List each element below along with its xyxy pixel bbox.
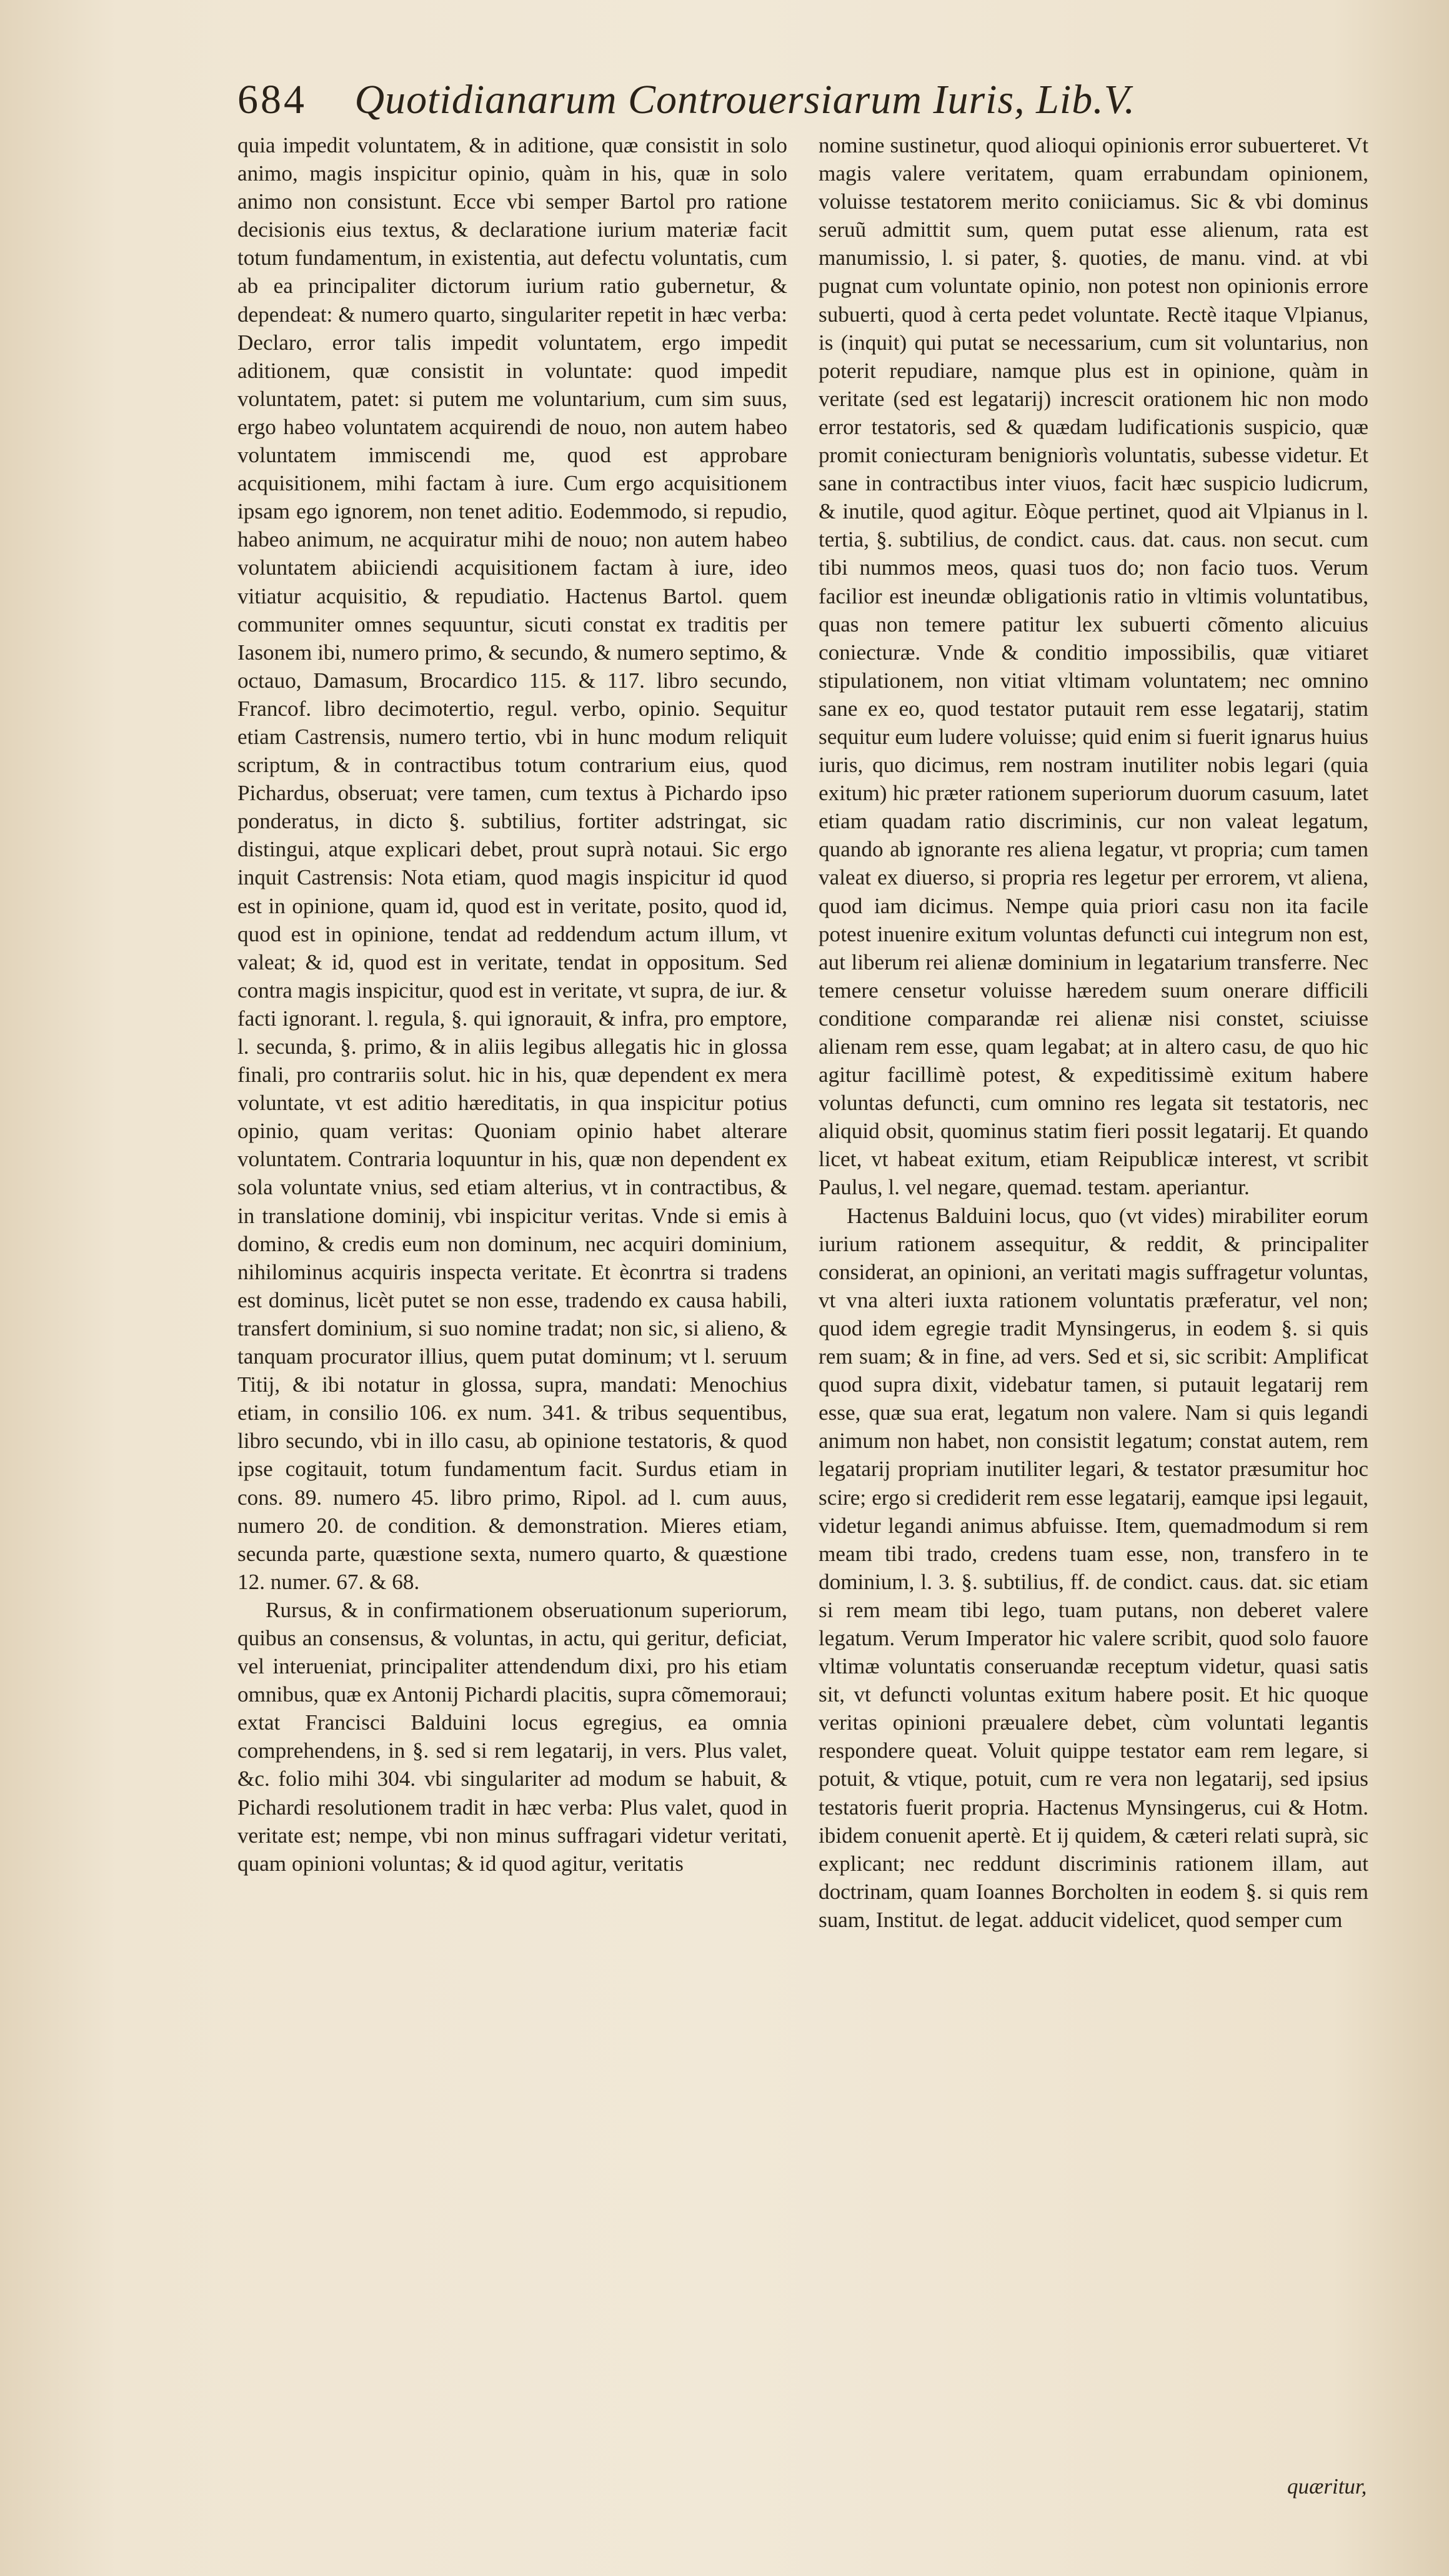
running-title: Quotidianarum Controuersiarum Iuris, Lib.V. xyxy=(354,77,1135,122)
left-paragraph-2: Rursus, & in confirmationem obseruationum superiorum, quibus an consensus, & voluntas, in actu, qui geritur, deficiat, vel interueniat, principaliter attendendum dixi, pro his etiam omnibus, quæ ex Antonij Pichardi placitis, supra cõmemoraui; extat Francisci Balduini locus egregius, ea omnia comprehendens, in §. sed si rem legatarij, in vers. Plus valet, &c. folio mihi 304. vbi singulariter ad modum se habuit, & Pichardi resolutionem tradit in hæc verba: Plus valet, quod in veritate est; nempe, vbi non minus suffragari videtur veritati, quam opinioni voluntas; & id quod agitur, veritatis xyxy=(237,1597,787,1876)
right-column xyxy=(819,131,1368,1934)
right-paragraph-1: nomine sustinetur, quod alioqui opinionis error subuerteret. Vt magis valere veritatem, quam errabundam opinionem, voluisse testatorem merito coniiciamus. Sic & vbi dominus seruũ admittit sum, quem putat esse alienum, rata est manumissio, l. si pater, §. quoties, de manu. vind. at vbi pugnat cum voluntate opinio, non potest non opinionis errore subuerti, quod à certa pedet voluntate. Rectè itaque Vlpianus, is (inquit) qui putat se necessarium, cum sit voluntarius, non poterit repudiare, namque plus est in opinione, quàm in veritate (sed est legatarij) increscit orationem hic non modo error testatoris, sed & quædam ludificationis suspicio, quæ promit coniecturam benigniorìs voluntatis, subesse videtur. Et sane in contractibus inter viuos, facit hæc suspicio ludicrum, & inutile, quod agitur. Eòque pertinet, quod ait Vlpianus in l. tertia, §. subtilius, de condict. caus. dat. caus. non secut. cum tibi nummos meos, quasi tuos do; non facio tuos. Verum facilior est ineundæ obligationis ratio in vltimis voluntatibus, quas non temere patitur lex subuerti cõmento alicuius coniecturæ. Vnde & conditio impossibilis, quæ vitiaret stipulationem, non vitiat vltimam voluntatem; nec omnino sane ex eo, quod testator putauit rem esse legatarij, statim sequitur eum ludere voluisse; quid enim si fuerit ignarus huius iuris, quo dicimus, rem nostram inutiliter nobis legari (quia exitum) hic præter rationem superiorum duorum casuum, latet etiam quadam ratio discriminis, cur non valeat legatum, quando ab ignorante res aliena legatur, vt propria; cum tamen valeat ex diuerso, si propria res legetur per errorem, vt aliena, quod iam dicimus. Nempe quia priori casu non ita facile potest inuenire exitum voluntas defuncti cui integrum non est, aut liberum rei alienæ dominium in legatarium transferre. Nec temere censetur voluisse hæredem suum onerare difficili conditione comparandæ rei alienæ nisi constet, sciuisse alienam rem esse, quam legabat; at in altero casu, de quo hic agitur facillimè potest, & expeditissimè exitum habere voluntas defuncti, cum omnino res legata sit testatoris, nec aliquid obsit, quominus statim fieri possit legatarij. Et quando licet, vt habeat exitum, etiam Reipublicæ interest, vt scribit Paulus, l. vel negare, quemad. testam. aperiantur. xyxy=(819,133,1368,1200)
left-column xyxy=(237,131,787,1878)
left-paragraph-1: quia impedit voluntatem, & in aditione, quæ consistit in solo animo, magis inspicitur opinio, quàm in his, quæ in solo animo non consistunt. Ecce vbi semper Bartol pro ratione decisionis eius textus, & declaratione iurium materiæ facit totum fundamentum, in existentia, aut defectu voluntatis, cum ab ea principaliter dictorum iurium ratio gubernetur, & dependeat: & numero quarto, singulariter repetit in hæc verba: Declaro, error talis impedit voluntatem, ergo impedit aditionem, quæ consistit in voluntate: quod impedit voluntatem, patet: si putem me voluntarium, cum sim suus, ergo habeo voluntatem acquirendi de nouo, non autem habeo voluntatem immiscendi me, quod est approbare acquisitionem, mihi factam à iure. Cum ergo acquisitionem ipsam ego ignorem, non tenet aditio. Eodemmodo, si repudio, habeo animum, ne acquiratur mihi de nouo; non autem habeo voluntatem abiiciendi acquisitionem factam à iure, ideo vitiatur acquisitio, & repudiatio. Hactenus Bartol. quem communiter omnes sequuntur, sicuti constat ex traditis per Iasonem ibi, numero primo, & secundo, & numero septimo, & octauo, Damasum, Brocardico 115. & 117. libro secundo, Francof. libro decimotertio, regul. verbo, opinio. Sequitur etiam Castrensis, numero tertio, vbi in hunc modum reliquit scriptum, & in contractibus totum contrarium eius, quod Pichardus, obseruat; vere tamen, cum textus à Pichardo ipso ponderatus, in dicto §. subtilius, fortiter adstringat, sic distingui, atque explicari debet, prout suprà notaui. Sic ergo inquit Castrensis: Nota etiam, quod magis inspicitur id quod est in opinione, quam id, quod est in veritate, posito, quod id, quod est in opinione, tendat ad reddendum actum illum, vt valeat; & id, quod est in veritate, tendat in oppositum. Sed contra magis inspicitur, quod est in veritate, vt supra, de iur. & facti ignorant. l. regula, §. qui ignorauit, & infra, pro emptore, l. secunda, §. primo, & in aliis legibus allegatis hic in glossa finali, pro contrariis solut. hic in his, quæ dependent ex mera voluntate, vt est aditio hæreditatis, in qua inspicitur potius opinio, quam veritas: Quoniam opinio habet alterare voluntatem. Contraria loquuntur in his, quæ non dependent ex sola voluntate vnius, sed etiam alterius, vt in contractibus, & in translatione dominij, vbi inspicitur veritas. Vnde si emis à domino, & credis eum non dominum, nec acquiri dominium, nihilominus acquiris inspecta veritate. Et èconrtra si tradens est dominus, licèt putet se non esse, tradendo ex causa habili, transfert dominium, si suo nomine tradat; non sic, si alieno, & tanquam procurator illius, quem putat dominum; vt l. seruum Titij, & ibi notatur in glossa, supra, mandati: Menochius etiam, in consilio 106. ex num. 341. & tribus sequentibus, libro secundo, vbi in illo casu, ab opinione testatoris, & quod ipse cogitauit, totum fundamentum facit. Surdus etiam in cons. 89. numero 45. libro primo, Ripol. ad l. cum auus, numero 20. de condition. & demonstration. Mieres etiam, secunda parte, quæstione sexta, numero quarto, & quæstione 12. numer. 67. & 68. xyxy=(237,133,787,1594)
running-header xyxy=(237,69,1400,131)
catchword: quæritur, xyxy=(1287,2474,1367,2499)
right-paragraph-2: Hactenus Balduini locus, quo (vt vides) mirabiliter eorum iurium rationem assequitur, & reddit, & principaliter considerat, an opinioni, an veritati magis suffragetur voluntas, vt vna alteri iuxta rationem voluntatis præferatur, vel non; quod idem egregie tradit Mynsingerus, in eodem §. si quis rem suam; & in fine, ad vers. Sed et si, sic scribit: Amplificat quod supra dixit, videbatur tamen, si putauit legatarij rem esse, quæ sua erat, legatum non valere. Nam si quis legandi animum non habet, non consistit legatum; constat autem, rem legatarij propriam inutiliter legari, & testator præsumitur hoc scire; ergo si crediderit rem esse legatarij, eamque ipsi legauit, videtur legandi animus abfuisse. Item, quemadmodum si rem meam tibi trado, credens tuam esse, non, transfero in te dominium, l. 3. §. subtilius, ff. de condict. caus. dat. sic etiam si rem meam tibi lego, tuam putans, non deberet valere legatum. Verum Imperator hic valere scribit, quod solo fauore vltimæ voluntatis conseruandæ receptum videtur, quasi satis sit, vt defuncti voluntas exitum habere posit. Et hic quoque veritas opinioni præualere debet, cùm voluntati legantis respondere queat. Voluit quippe testator eam rem legare, si potuit, & vtique, potuit, cum re vera non legatarij, sed ipsius testatoris fuerit propria. Hactenus Mynsingerus, cui & Hotm. ibidem conuenit apertè. Et ij quidem, & cæteri relati suprà, sic explicant; nec reddunt discriminis rationem illam, aut doctrinam, quam Ioannes Borcholten in eodem §. si quis rem suam, Institut. de legat. adducit videlicet, quod semper cum xyxy=(819,1203,1368,1932)
page-number: 684 xyxy=(237,77,307,122)
